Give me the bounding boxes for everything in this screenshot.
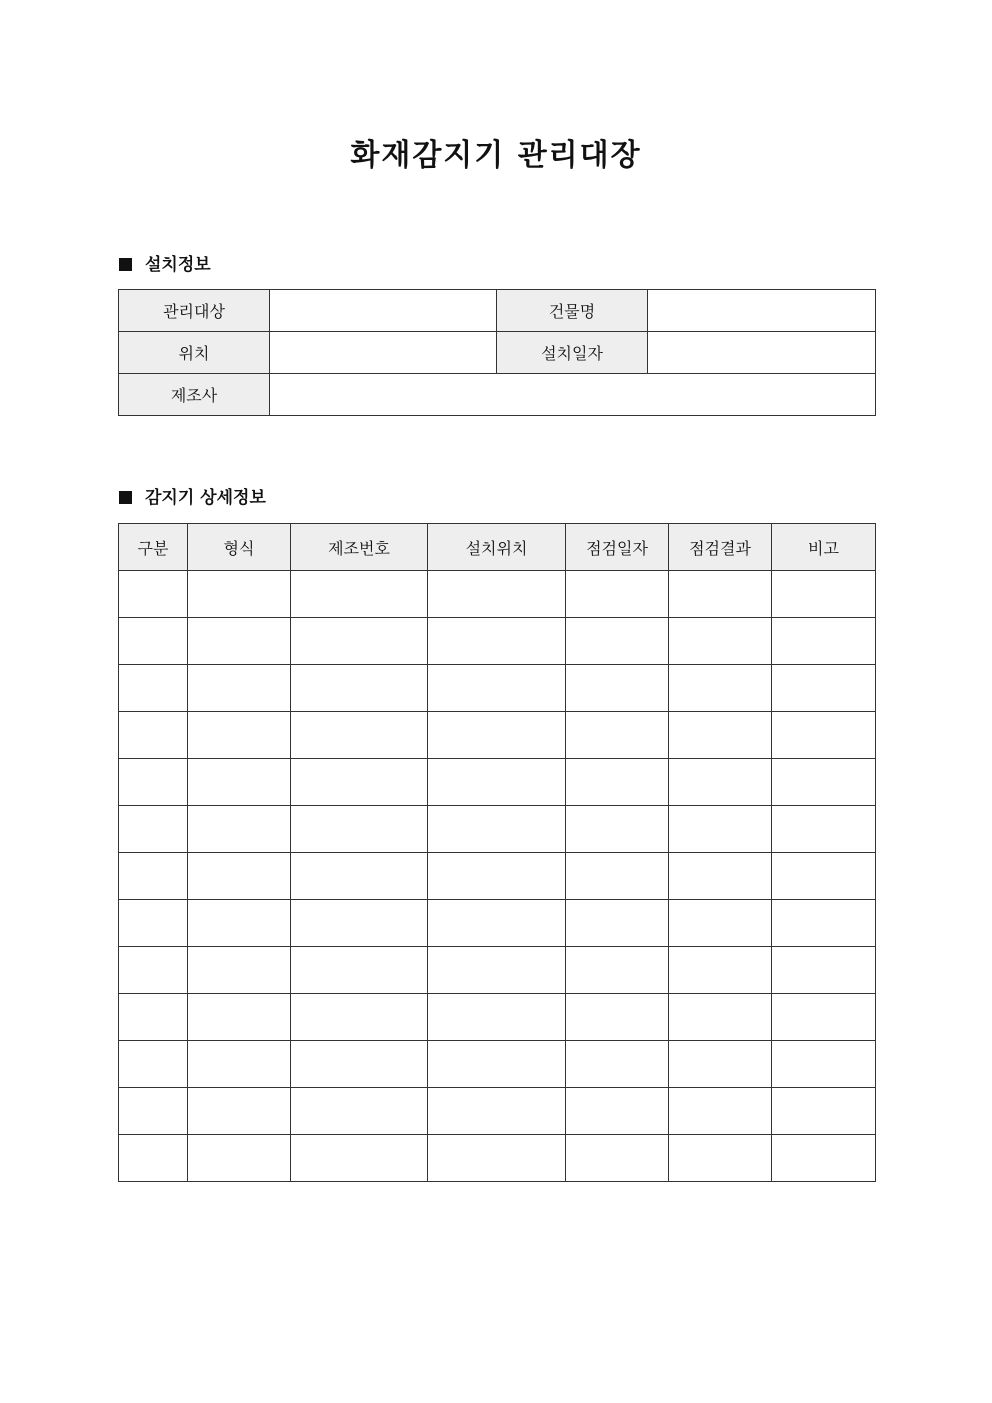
table-cell[interactable]: [669, 571, 772, 618]
table-cell[interactable]: [669, 1041, 772, 1088]
table-cell[interactable]: [566, 665, 669, 712]
table-cell[interactable]: [669, 1135, 772, 1182]
table-cell[interactable]: [119, 759, 188, 806]
install-info-table: [118, 289, 876, 416]
table-cell[interactable]: [428, 994, 566, 1041]
col-header-inspection-date: 점검일자: [566, 524, 669, 571]
table-cell[interactable]: [119, 618, 188, 665]
table-cell[interactable]: [291, 994, 428, 1041]
table-cell[interactable]: [119, 947, 188, 994]
table-cell[interactable]: [669, 618, 772, 665]
table-cell[interactable]: [772, 665, 876, 712]
col-header-category: 구분: [119, 524, 188, 571]
table-cell[interactable]: [291, 947, 428, 994]
table-cell[interactable]: [428, 853, 566, 900]
table-cell[interactable]: [291, 1088, 428, 1135]
table-cell[interactable]: [428, 1088, 566, 1135]
table-row: [119, 571, 876, 618]
section-detail-heading: [119, 486, 266, 510]
table-row: [119, 853, 876, 900]
label-target: 관리대상: [119, 290, 270, 332]
table-row: [119, 1088, 876, 1135]
table-cell[interactable]: [428, 759, 566, 806]
table-cell[interactable]: [669, 853, 772, 900]
col-header-remarks: 비고: [772, 524, 876, 571]
col-header-type: 형식: [188, 524, 291, 571]
table-cell[interactable]: [428, 665, 566, 712]
table-row: [119, 947, 876, 994]
table-cell[interactable]: [119, 1041, 188, 1088]
table-cell[interactable]: [291, 571, 428, 618]
table-cell[interactable]: [566, 853, 669, 900]
table-cell[interactable]: [188, 806, 291, 853]
table-cell[interactable]: [566, 900, 669, 947]
table-cell[interactable]: [772, 853, 876, 900]
table-cell[interactable]: [566, 618, 669, 665]
table-cell[interactable]: [188, 712, 291, 759]
section-install-title: 설치정보: [145, 255, 211, 275]
square-bullet-icon: [119, 258, 132, 271]
table-cell[interactable]: [428, 947, 566, 994]
field-target[interactable]: [270, 290, 497, 332]
table-header-row: [119, 524, 876, 571]
table-cell[interactable]: [428, 712, 566, 759]
table-cell[interactable]: [188, 947, 291, 994]
table-cell[interactable]: [566, 1088, 669, 1135]
table-cell[interactable]: [772, 1088, 876, 1135]
table-cell[interactable]: [566, 712, 669, 759]
table-cell[interactable]: [566, 947, 669, 994]
table-cell[interactable]: [291, 853, 428, 900]
table-cell[interactable]: [291, 618, 428, 665]
table-cell[interactable]: [291, 712, 428, 759]
table-cell[interactable]: [669, 994, 772, 1041]
table-cell[interactable]: [119, 1088, 188, 1135]
table-cell[interactable]: [772, 618, 876, 665]
table-row: [119, 712, 876, 759]
col-header-serial: 제조번호: [291, 524, 428, 571]
table-cell[interactable]: [291, 665, 428, 712]
table-cell[interactable]: [188, 1041, 291, 1088]
table-row: [119, 618, 876, 665]
table-cell[interactable]: [669, 806, 772, 853]
square-bullet-icon: [119, 491, 132, 504]
table-cell[interactable]: [119, 665, 188, 712]
table-cell[interactable]: [566, 1041, 669, 1088]
table-cell[interactable]: [669, 1088, 772, 1135]
table-cell[interactable]: [188, 759, 291, 806]
table-cell[interactable]: [566, 571, 669, 618]
table-cell[interactable]: [772, 1135, 876, 1182]
table-cell[interactable]: [119, 853, 188, 900]
table-row: [119, 994, 876, 1041]
table-cell[interactable]: [772, 806, 876, 853]
table-cell[interactable]: [772, 947, 876, 994]
table-cell[interactable]: [428, 571, 566, 618]
table-cell[interactable]: [566, 994, 669, 1041]
table-row: [119, 665, 876, 712]
table-cell[interactable]: [566, 806, 669, 853]
detail-table-body: [119, 571, 876, 1182]
table-cell[interactable]: [291, 1041, 428, 1088]
table-cell[interactable]: [119, 712, 188, 759]
table-cell[interactable]: [772, 994, 876, 1041]
table-cell[interactable]: [188, 665, 291, 712]
table-cell[interactable]: [772, 712, 876, 759]
table-cell[interactable]: [428, 1041, 566, 1088]
table-cell[interactable]: [119, 1135, 188, 1182]
table-cell[interactable]: [772, 759, 876, 806]
label-location: 위치: [119, 332, 270, 374]
field-location[interactable]: [270, 332, 497, 374]
label-manufacturer: 제조사: [119, 374, 270, 416]
table-cell[interactable]: [428, 900, 566, 947]
table-cell[interactable]: [188, 571, 291, 618]
table-cell[interactable]: [772, 1041, 876, 1088]
table-cell[interactable]: [772, 571, 876, 618]
table-cell[interactable]: [119, 571, 188, 618]
table-cell[interactable]: [119, 994, 188, 1041]
table-cell[interactable]: [772, 900, 876, 947]
table-cell[interactable]: [291, 900, 428, 947]
label-install-date: 설치일자: [497, 332, 648, 374]
col-header-install-location: 설치위치: [428, 524, 566, 571]
table-cell[interactable]: [188, 994, 291, 1041]
table-cell[interactable]: [669, 947, 772, 994]
table-row: [119, 806, 876, 853]
detector-detail-table: [118, 523, 876, 1182]
section-install-heading: [119, 253, 211, 277]
table-cell[interactable]: [428, 806, 566, 853]
table-cell[interactable]: [188, 853, 291, 900]
table-cell[interactable]: [669, 665, 772, 712]
table-cell[interactable]: [188, 618, 291, 665]
col-header-inspection-result: 점검결과: [669, 524, 772, 571]
table-cell[interactable]: [669, 900, 772, 947]
table-row: [119, 1041, 876, 1088]
page-title: 화재감지기 관리대장: [350, 138, 642, 173]
table-cell[interactable]: [566, 759, 669, 806]
table-row: [119, 900, 876, 947]
label-building: 건물명: [497, 290, 648, 332]
table-cell[interactable]: [291, 1135, 428, 1182]
table-cell[interactable]: [566, 1135, 669, 1182]
table-row: [119, 759, 876, 806]
field-building[interactable]: [648, 290, 876, 332]
table-cell[interactable]: [188, 1088, 291, 1135]
table-cell[interactable]: [428, 1135, 566, 1182]
table-cell[interactable]: [188, 1135, 291, 1182]
field-manufacturer[interactable]: [270, 374, 876, 416]
table-cell[interactable]: [119, 900, 188, 947]
table-cell[interactable]: [669, 712, 772, 759]
table-cell[interactable]: [291, 806, 428, 853]
section-detail-title: 감지기 상세정보: [145, 488, 266, 508]
table-cell[interactable]: [119, 806, 188, 853]
table-cell[interactable]: [188, 900, 291, 947]
field-install-date[interactable]: [648, 332, 876, 374]
table-cell[interactable]: [428, 618, 566, 665]
table-cell[interactable]: [669, 759, 772, 806]
table-cell[interactable]: [291, 759, 428, 806]
table-row: [119, 1135, 876, 1182]
